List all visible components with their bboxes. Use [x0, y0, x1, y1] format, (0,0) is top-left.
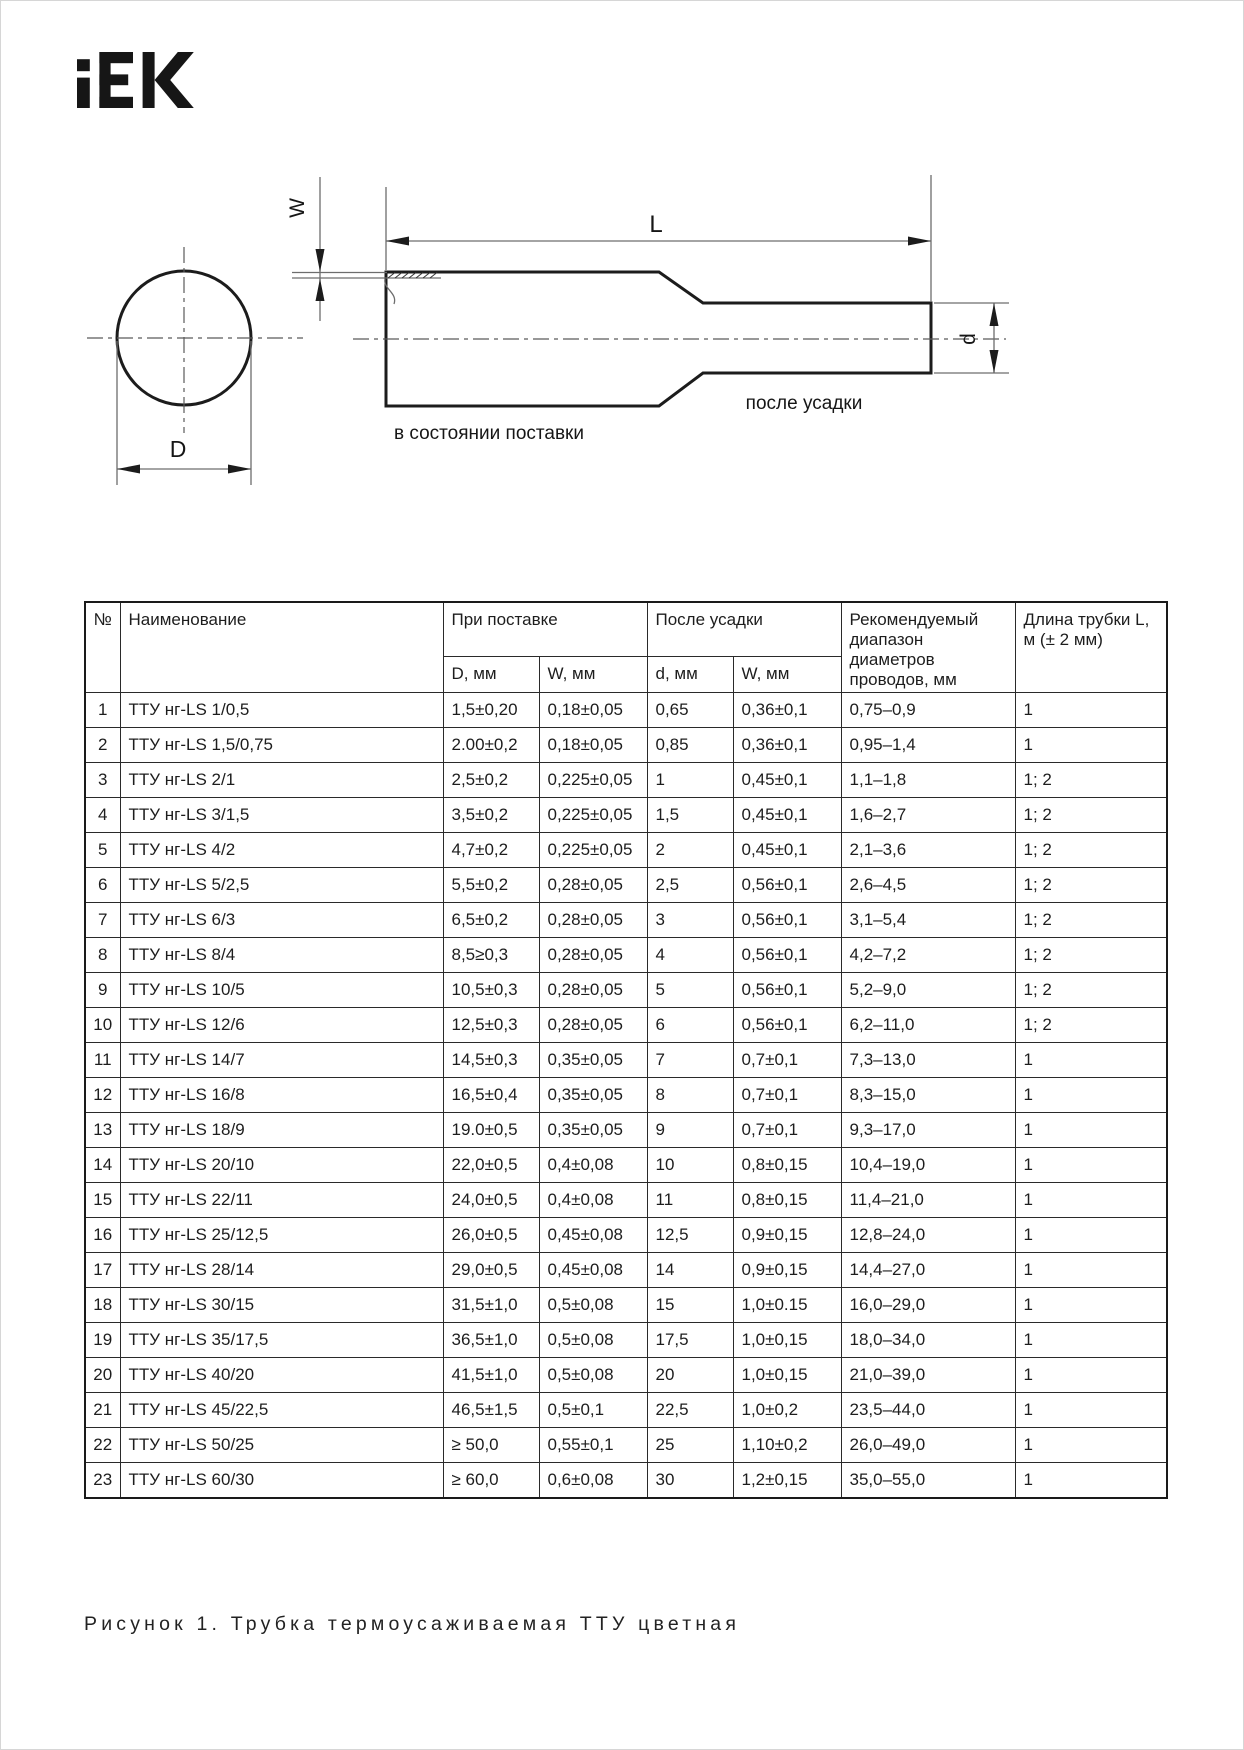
table-row [85, 833, 1167, 868]
table-cell: 12,8–24,0 [841, 1218, 1015, 1253]
table-cell: 0,75–0,9 [841, 693, 1015, 728]
table-cell: 1 [1015, 1218, 1167, 1253]
table-cell: 10,5±0,3 [443, 973, 539, 1008]
table-cell: 16,0–29,0 [841, 1288, 1015, 1323]
table-cell: 3,5±0,2 [443, 798, 539, 833]
table-cell: 26,0±0,5 [443, 1218, 539, 1253]
table-cell: 26,0–49,0 [841, 1428, 1015, 1463]
col-header-W-mm-shrunk: W, мм [733, 656, 841, 692]
table-cell: ТТУ нг-LS 1,5/0,75 [120, 728, 443, 763]
table-cell: 1; 2 [1015, 973, 1167, 1008]
table-cell: 1 [1015, 1043, 1167, 1078]
table-cell: ТТУ нг-LS 45/22,5 [120, 1393, 443, 1428]
wall-section-detail [292, 273, 441, 305]
table-cell: 7,3–13,0 [841, 1043, 1015, 1078]
table-cell: 0,225±0,05 [539, 763, 647, 798]
table-cell: 1 [1015, 1463, 1167, 1499]
table-cell: 0,55±0,1 [539, 1428, 647, 1463]
table-cell: 15 [647, 1288, 733, 1323]
table-cell: ТТУ нг-LS 2/1 [120, 763, 443, 798]
table-cell: 3 [647, 903, 733, 938]
table-cell: 2,6–4,5 [841, 868, 1015, 903]
col-header-name: Наименование [120, 602, 443, 693]
table-cell: ТТУ нг-LS 12/6 [120, 1008, 443, 1043]
table-row [85, 1113, 1167, 1148]
table-cell: 25 [647, 1428, 733, 1463]
table-row [85, 1288, 1167, 1323]
row-number-cell: 20 [85, 1358, 120, 1393]
table-row [85, 1463, 1167, 1499]
table-cell: 21,0–39,0 [841, 1358, 1015, 1393]
row-number-cell: 9 [85, 973, 120, 1008]
row-number-cell: 16 [85, 1218, 120, 1253]
table-cell: 6 [647, 1008, 733, 1043]
table-cell: 4,2–7,2 [841, 938, 1015, 973]
table-cell: 5,2–9,0 [841, 973, 1015, 1008]
row-number-cell: 3 [85, 763, 120, 798]
table-cell: 0,18±0,05 [539, 728, 647, 763]
table-cell: ТТУ нг-LS 50/25 [120, 1428, 443, 1463]
table-cell: 1 [1015, 1393, 1167, 1428]
table-cell: 23,5–44,0 [841, 1393, 1015, 1428]
table-row [85, 868, 1167, 903]
table-cell: 1,0±0,15 [733, 1323, 841, 1358]
table-cell: 20 [647, 1358, 733, 1393]
table-cell: 8,5≥0,3 [443, 938, 539, 973]
table-cell: 0,85 [647, 728, 733, 763]
table-row [85, 798, 1167, 833]
table-cell: 1 [647, 763, 733, 798]
table-cell: 0,5±0,08 [539, 1358, 647, 1393]
table-cell: 1; 2 [1015, 798, 1167, 833]
table-cell: 22,0±0,5 [443, 1148, 539, 1183]
table-cell: 0,4±0,08 [539, 1148, 647, 1183]
col-header-D-mm: D, мм [443, 656, 539, 692]
table-cell: 46,5±1,5 [443, 1393, 539, 1428]
table-cell: ТТУ нг-LS 30/15 [120, 1288, 443, 1323]
row-number-cell: 4 [85, 798, 120, 833]
row-number-cell: 14 [85, 1148, 120, 1183]
arrowhead [117, 465, 140, 474]
table-cell: 2 [647, 833, 733, 868]
table-cell: 1 [1015, 1253, 1167, 1288]
dimension-d [934, 303, 1009, 373]
table-cell: 0,56±0,1 [733, 938, 841, 973]
table-cell: 0,28±0,05 [539, 938, 647, 973]
table-cell: 7 [647, 1043, 733, 1078]
table-row [85, 693, 1167, 728]
dim-label-L: L [649, 211, 663, 238]
table-cell: 2,5±0,2 [443, 763, 539, 798]
table-cell: 1,0±0,15 [733, 1358, 841, 1393]
table-cell: 0,28±0,05 [539, 1008, 647, 1043]
row-number-cell: 1 [85, 693, 120, 728]
table-cell: 0,45±0,08 [539, 1253, 647, 1288]
table-row [85, 903, 1167, 938]
table-cell: 1,6–2,7 [841, 798, 1015, 833]
table-cell: 4,7±0,2 [443, 833, 539, 868]
table-cell: 41,5±1,0 [443, 1358, 539, 1393]
table-cell: 6,5±0,2 [443, 903, 539, 938]
table-cell: 1 [1015, 693, 1167, 728]
table-cell: 0,6±0,08 [539, 1463, 647, 1499]
table-cell: 0,95–1,4 [841, 728, 1015, 763]
table-cell: 0,225±0,05 [539, 798, 647, 833]
table-cell: 0,7±0,1 [733, 1078, 841, 1113]
table-row [85, 1148, 1167, 1183]
table-cell: 30 [647, 1463, 733, 1499]
table-cell: 0,36±0,1 [733, 728, 841, 763]
table-cell: 1,2±0,15 [733, 1463, 841, 1499]
table-cell: 1 [1015, 1323, 1167, 1358]
table-cell: 4 [647, 938, 733, 973]
table-row [85, 1008, 1167, 1043]
table-cell: 0,65 [647, 693, 733, 728]
col-header-d-mm: d, мм [647, 656, 733, 692]
table-cell: 0,7±0,1 [733, 1043, 841, 1078]
table-cell: 0,56±0,1 [733, 903, 841, 938]
col-header-num: № [85, 602, 120, 693]
table-cell: ТТУ нг-LS 3/1,5 [120, 798, 443, 833]
table-cell: ТТУ нг-LS 10/5 [120, 973, 443, 1008]
table-cell: 8 [647, 1078, 733, 1113]
table-cell: ТТУ нг-LS 35/17,5 [120, 1323, 443, 1358]
arrowhead [908, 237, 931, 246]
table-cell: 1,5 [647, 798, 733, 833]
table-cell: 1; 2 [1015, 868, 1167, 903]
table-cell: 1; 2 [1015, 903, 1167, 938]
col-group-delivery: При поставке [443, 602, 647, 656]
row-number-cell: 6 [85, 868, 120, 903]
table-cell: 0,56±0,1 [733, 1008, 841, 1043]
table-cell: 10 [647, 1148, 733, 1183]
figure-caption: Рисунок 1. Трубка термоусаживаемая ТТУ цветная [84, 1613, 741, 1635]
table-cell: 1 [1015, 1148, 1167, 1183]
table-cell: ТТУ нг-LS 1/0,5 [120, 693, 443, 728]
table-cell: 1 [1015, 1288, 1167, 1323]
table-cell: ТТУ нг-LS 6/3 [120, 903, 443, 938]
table-cell: ТТУ нг-LS 16/8 [120, 1078, 443, 1113]
table-cell: 11 [647, 1183, 733, 1218]
end-view-circle [87, 247, 303, 485]
table-cell: 1 [1015, 1078, 1167, 1113]
table-cell: 8,3–15,0 [841, 1078, 1015, 1113]
table-cell: 12,5 [647, 1218, 733, 1253]
table-cell: 0,7±0,1 [733, 1113, 841, 1148]
table-cell: 14,5±0,3 [443, 1043, 539, 1078]
row-number-cell: 15 [85, 1183, 120, 1218]
table-cell: 24,0±0,5 [443, 1183, 539, 1218]
table-cell: 1 [1015, 1428, 1167, 1463]
table-cell: 2.00±0,2 [443, 728, 539, 763]
table-cell: 0,45±0,1 [733, 763, 841, 798]
table-cell: ТТУ нг-LS 4/2 [120, 833, 443, 868]
table-cell: 0,56±0,1 [733, 868, 841, 903]
table-row [85, 1078, 1167, 1113]
table-cell: 0,35±0,05 [539, 1043, 647, 1078]
table-row [85, 1393, 1167, 1428]
table-cell: 0,4±0,08 [539, 1183, 647, 1218]
spec-table [84, 601, 1168, 1499]
col-header-W-mm-delivery: W, мм [539, 656, 647, 692]
table-row [85, 973, 1167, 1008]
table-cell: 16,5±0,4 [443, 1078, 539, 1113]
col-header-length: Длина трубки L, м (± 2 мм) [1015, 602, 1167, 693]
table-cell: 1,1–1,8 [841, 763, 1015, 798]
table-cell: 0,45±0,1 [733, 798, 841, 833]
table-cell: 0,45±0,08 [539, 1218, 647, 1253]
col-group-shrunk: После усадки [647, 602, 841, 656]
spec-table-body [85, 693, 1167, 1499]
label-after-shrink: после усадки [745, 393, 863, 414]
spec-table-header [85, 602, 1167, 693]
dimension-W [286, 177, 325, 321]
row-number-cell: 2 [85, 728, 120, 763]
table-cell: 0,5±0,1 [539, 1393, 647, 1428]
table-cell: 1; 2 [1015, 833, 1167, 868]
row-number-cell: 5 [85, 833, 120, 868]
table-cell: 17,5 [647, 1323, 733, 1358]
table-cell: 12,5±0,3 [443, 1008, 539, 1043]
row-number-cell: 22 [85, 1428, 120, 1463]
row-number-cell: 21 [85, 1393, 120, 1428]
row-number-cell: 19 [85, 1323, 120, 1358]
table-cell: 0,9±0,15 [733, 1253, 841, 1288]
table-cell: 10,4–19,0 [841, 1148, 1015, 1183]
table-row [85, 1253, 1167, 1288]
table-row [85, 938, 1167, 973]
table-cell: ТТУ нг-LS 5/2,5 [120, 868, 443, 903]
arrowhead [990, 350, 999, 373]
table-cell: 0,5±0,08 [539, 1288, 647, 1323]
table-row [85, 1218, 1167, 1253]
table-row [85, 763, 1167, 798]
row-number-cell: 12 [85, 1078, 120, 1113]
dimension-L [386, 175, 931, 302]
arrowhead [386, 237, 409, 246]
table-cell: 14 [647, 1253, 733, 1288]
table-cell: 0,35±0,05 [539, 1113, 647, 1148]
arrowhead [316, 279, 325, 302]
table-cell: 0,18±0,05 [539, 693, 647, 728]
table-cell: 0,8±0,15 [733, 1148, 841, 1183]
table-cell: 9 [647, 1113, 733, 1148]
row-number-cell: 10 [85, 1008, 120, 1043]
table-row [85, 1358, 1167, 1393]
table-cell: 11,4–21,0 [841, 1183, 1015, 1218]
table-cell: 0,56±0,1 [733, 973, 841, 1008]
table-cell: ТТУ нг-LS 18/9 [120, 1113, 443, 1148]
col-header-range: Рекомендуемый диапазон диаметров проводов, мм [841, 602, 1015, 693]
table-cell: 1 [1015, 1358, 1167, 1393]
arrowhead [990, 303, 999, 326]
table-cell: 5,5±0,2 [443, 868, 539, 903]
table-cell: 0,225±0,05 [539, 833, 647, 868]
table-cell: 31,5±1,0 [443, 1288, 539, 1323]
table-cell: 14,4–27,0 [841, 1253, 1015, 1288]
table-cell: 0,28±0,05 [539, 868, 647, 903]
table-cell: ТТУ нг-LS 20/10 [120, 1148, 443, 1183]
table-row [85, 1043, 1167, 1078]
table-cell: 19.0±0,5 [443, 1113, 539, 1148]
side-view-tube [286, 175, 1009, 444]
table-cell: 22,5 [647, 1393, 733, 1428]
table-cell: 1; 2 [1015, 763, 1167, 798]
table-cell: ТТУ нг-LS 60/30 [120, 1463, 443, 1499]
table-cell: ТТУ нг-LS 22/11 [120, 1183, 443, 1218]
table-cell: 1 [1015, 1183, 1167, 1218]
table-cell: 1; 2 [1015, 938, 1167, 973]
table-cell: 0,28±0,05 [539, 903, 647, 938]
table-cell: 6,2–11,0 [841, 1008, 1015, 1043]
table-cell: 1,5±0,20 [443, 693, 539, 728]
table-cell: 3,1–5,4 [841, 903, 1015, 938]
dim-label-D: D [169, 436, 187, 462]
table-cell: ≥ 60,0 [443, 1463, 539, 1499]
table-cell: 29,0±0,5 [443, 1253, 539, 1288]
table-cell: 1,0±0,2 [733, 1393, 841, 1428]
table-cell: 1 [1015, 728, 1167, 763]
arrowhead [228, 465, 251, 474]
table-cell: 0,5±0,08 [539, 1323, 647, 1358]
row-number-cell: 11 [85, 1043, 120, 1078]
table-row [85, 1323, 1167, 1358]
table-cell: 0,36±0,1 [733, 693, 841, 728]
table-cell: ≥ 50,0 [443, 1428, 539, 1463]
table-cell: 36,5±1,0 [443, 1323, 539, 1358]
table-cell: 5 [647, 973, 733, 1008]
table-cell: ТТУ нг-LS 8/4 [120, 938, 443, 973]
table-cell: 1 [1015, 1113, 1167, 1148]
technical-drawing [1, 1, 1101, 521]
row-number-cell: 8 [85, 938, 120, 973]
dim-label-W: W [286, 198, 309, 218]
row-number-cell: 23 [85, 1463, 120, 1499]
row-number-cell: 17 [85, 1253, 120, 1288]
table-cell: 9,3–17,0 [841, 1113, 1015, 1148]
table-cell: 2,1–3,6 [841, 833, 1015, 868]
arrowhead [316, 249, 325, 272]
table-row [85, 1428, 1167, 1463]
table-cell: 0,35±0,05 [539, 1078, 647, 1113]
table-cell: ТТУ нг-LS 28/14 [120, 1253, 443, 1288]
table-cell: 1; 2 [1015, 1008, 1167, 1043]
row-number-cell: 13 [85, 1113, 120, 1148]
table-cell: 35,0–55,0 [841, 1463, 1015, 1499]
table-row [85, 1183, 1167, 1218]
table-cell: 0,45±0,1 [733, 833, 841, 868]
table-cell: 0,28±0,05 [539, 973, 647, 1008]
table-cell: 18,0–34,0 [841, 1323, 1015, 1358]
table-cell: ТТУ нг-LS 40/20 [120, 1358, 443, 1393]
table-row [85, 728, 1167, 763]
table-cell: 1,0±0.15 [733, 1288, 841, 1323]
table-cell: 0,8±0,15 [733, 1183, 841, 1218]
table-cell: 1,10±0,2 [733, 1428, 841, 1463]
table-cell: ТТУ нг-LS 25/12,5 [120, 1218, 443, 1253]
table-cell: 2,5 [647, 868, 733, 903]
row-number-cell: 18 [85, 1288, 120, 1323]
label-as-delivered: в состоянии поставки [394, 423, 584, 444]
dim-label-d: d [957, 333, 980, 345]
table-cell: 0,9±0,15 [733, 1218, 841, 1253]
table-cell: ТТУ нг-LS 14/7 [120, 1043, 443, 1078]
row-number-cell: 7 [85, 903, 120, 938]
